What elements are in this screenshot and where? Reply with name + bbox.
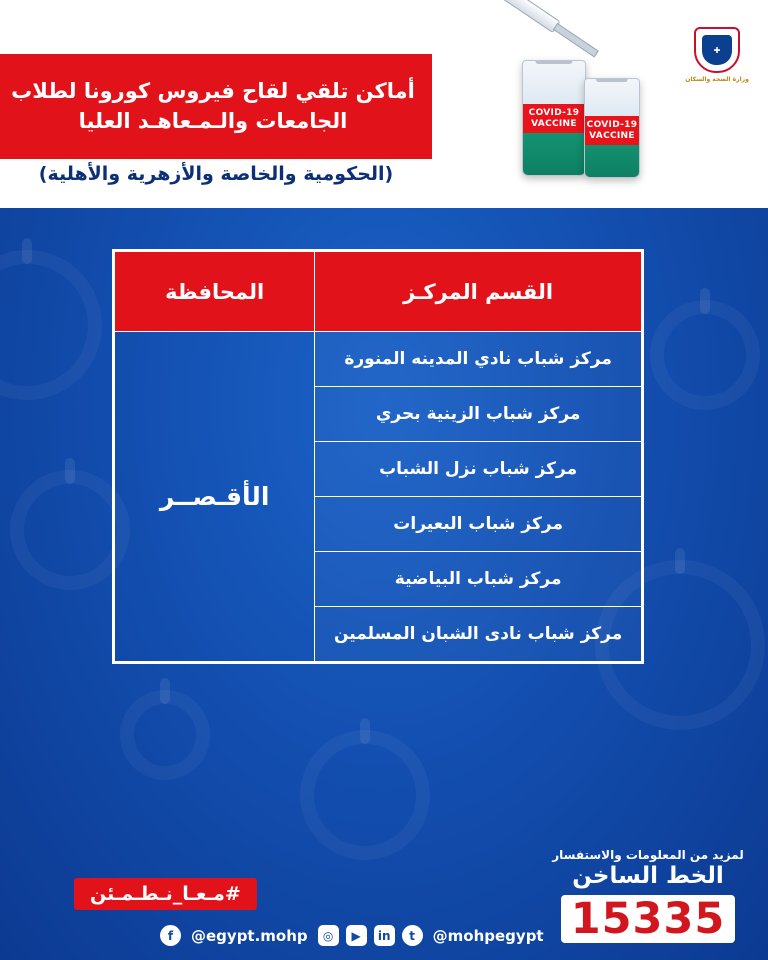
poster-footer <box>0 842 768 960</box>
center-name: مركز شباب الزينية بحري <box>315 387 642 442</box>
center-name: مركز شباب نادي المدينه المنورة <box>315 332 642 387</box>
campaign-hashtag: #مـعـا_نـطـمـئن <box>74 878 257 910</box>
virus-watermark <box>650 300 760 410</box>
vaccine-vial <box>584 78 640 178</box>
linkedin-icon[interactable]: in <box>374 925 395 946</box>
crest-inner-icon: ✚ <box>702 35 732 65</box>
youtube-icon[interactable]: ▶ <box>346 925 367 946</box>
vial-cap <box>535 60 572 64</box>
logo-caption: وزارة الصحة والسكان <box>685 76 749 83</box>
vial-label <box>523 104 585 133</box>
twitter-icon[interactable]: t <box>402 925 423 946</box>
vial-cap <box>596 78 628 82</box>
facebook-handle[interactable]: @egypt.mohp <box>191 926 308 945</box>
syringe-icon <box>452 0 584 49</box>
center-name: مركز شباب نادى الشبان المسلمين <box>315 607 642 662</box>
ministry-logo <box>680 18 754 92</box>
syringe-plunger <box>553 23 599 58</box>
page-subtitle: (الحكومية والخاصة والأزهرية والأهلية) <box>38 163 394 185</box>
hotline-number[interactable]: 15335 <box>561 895 736 943</box>
page-title-line-1: أماكن تلقي لقاح فيروس كورونا لطلاب <box>11 78 415 103</box>
column-header-governorate: المحافظة <box>115 252 315 332</box>
other-handle[interactable]: @mohpegypt <box>432 926 544 945</box>
vial-label-line1: COVID-19 <box>528 108 580 119</box>
instagram-icon[interactable]: ◎ <box>318 925 339 946</box>
virus-watermark <box>300 730 430 860</box>
virus-watermark <box>120 690 210 780</box>
center-name: مركز شباب البعيرات <box>315 497 642 552</box>
table-header-row <box>115 252 642 332</box>
virus-watermark <box>0 250 102 400</box>
vaccination-centers-table <box>112 249 644 664</box>
vial-label <box>585 116 639 145</box>
poster-title-banner <box>0 54 432 159</box>
poster-header <box>0 0 768 208</box>
vial-label-line2: VACCINE <box>589 130 635 141</box>
social-links <box>160 925 547 946</box>
center-name: مركز شباب البياضية <box>315 552 642 607</box>
table-row <box>115 332 642 387</box>
center-name: مركز شباب نزل الشباب <box>315 442 642 497</box>
crest-icon <box>694 27 740 73</box>
page-title-line-2: الجامعات والـمـعاهـد العليا <box>78 108 348 133</box>
hotline-subtitle: لمزيد من المعلومات والاستفسار <box>552 848 744 862</box>
hotline-block <box>548 848 748 943</box>
syringe-barrel <box>482 0 561 33</box>
column-header-center: القسم المركـز <box>315 252 642 332</box>
vaccine-vial <box>522 60 586 176</box>
hotline-label: الخط الساخن <box>572 863 724 890</box>
vial-label-line1: COVID-19 <box>586 120 638 131</box>
facebook-icon[interactable]: f <box>160 925 181 946</box>
vial-label-line2: VACCINE <box>531 118 577 129</box>
vaccine-illustration <box>442 16 672 196</box>
governorate-name: الأقـصــر <box>115 332 315 662</box>
